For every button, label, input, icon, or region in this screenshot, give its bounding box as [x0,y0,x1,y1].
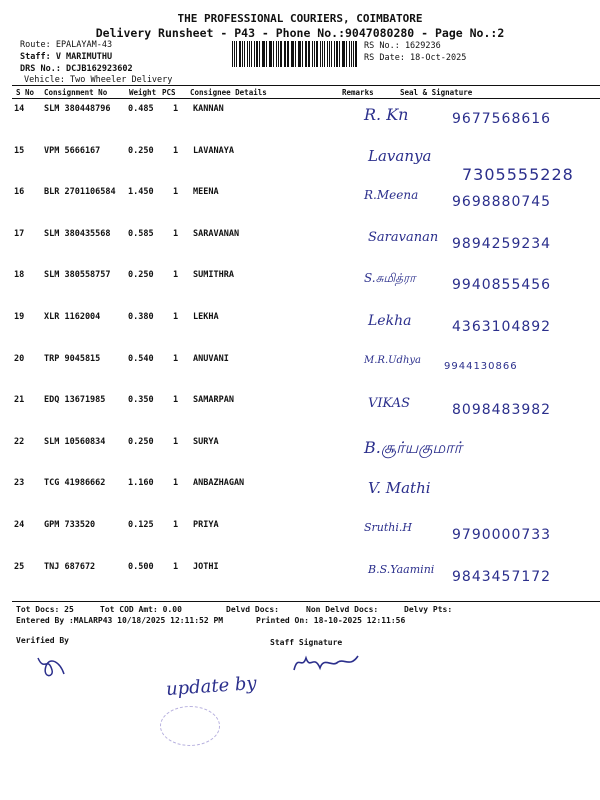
row-consignee: JOTHI [193,561,219,572]
row-pcs: 1 [173,561,179,572]
barcode-bar [263,41,264,67]
row-phone: 4363104892 [452,319,552,335]
row-sno: 20 [14,353,25,364]
barcode-bar [295,41,296,67]
row-pcs: 1 [173,312,179,322]
barcode-bar [327,41,328,67]
row-phone: 9698880745 [452,194,552,211]
row-pcs: 1 [173,353,179,364]
barcode-bar [302,41,303,67]
barcode-bar [262,41,263,67]
row-sno: 18 [14,270,25,281]
row-weight: 0.380 [128,312,154,322]
row-consignment-no: TCG 41986662 [44,478,106,489]
barcode-bar [346,41,347,67]
row-pcs: 1 [173,270,179,281]
barcode-bar [287,41,288,67]
barcode-bar [291,41,292,67]
row-sno: 14 [14,104,25,114]
row-signature: M.R.Udhya [364,354,422,366]
barcode-bar [353,41,354,67]
row-weight: 0.350 [128,395,154,406]
col-sno: S No [16,88,35,97]
col-consignment: Consignment No [44,88,108,97]
row-signature: V. Mathi [368,479,431,498]
barcode-bar [312,41,313,67]
table-row [14,184,600,226]
total-cod: Tot COD Amt: 0.00 [100,605,182,614]
row-consignment-no: TRP 9045815 [44,353,101,364]
table-row [14,143,600,185]
barcode-bar [278,41,279,67]
table-row [14,351,600,393]
barcode-bar [247,41,248,67]
barcode-bar [331,41,332,67]
barcode-bar [342,41,343,67]
barcode-bar [266,41,267,67]
row-signature: Lavanya [368,146,432,165]
row-phone: 9790000733 [452,527,552,543]
barcode-bar [244,41,245,67]
verified-by-label: Verified By [16,636,69,645]
row-weight: 0.485 [128,104,154,114]
vehicle-label: Vehicle: Two Wheeler Delivery [24,75,173,85]
row-weight: 0.125 [128,520,154,530]
row-phone: 8098483982 [452,402,552,419]
row-phone: 9677568616 [452,111,552,127]
barcode [232,41,358,67]
header-rule-bottom [12,98,600,99]
total-docs: Tot Docs: 25 [16,605,74,614]
row-weight: 0.500 [128,561,154,572]
barcode-bar [322,41,323,67]
rs-date: RS Date: 18-Oct-2025 [364,53,467,63]
row-sno: 17 [14,228,25,239]
row-weight: 1.450 [128,187,154,198]
row-sno: 16 [14,187,25,198]
barcode-bar [232,41,233,67]
header-rule-top [12,85,600,86]
barcode-bar [298,41,299,67]
barcode-bar [343,41,344,67]
barcode-bar [239,41,241,67]
row-consignment-no: SLM 10560834 [44,436,106,447]
barcode-bar [324,41,325,67]
barcode-bar [308,41,309,67]
row-pcs: 1 [173,145,179,156]
col-pcs: PCS [162,88,176,97]
barcode-bar [249,41,250,67]
handwritten-note: update by [165,672,258,701]
barcode-bar [355,41,356,67]
table-row [14,101,600,143]
table-row [14,267,600,309]
barcode-bar [234,41,235,67]
row-consignment-no: BLR 2701106584 [44,187,116,198]
table-row [14,475,600,517]
row-phone: 9944130866 [444,360,518,372]
row-pcs: 1 [173,395,179,406]
barcode-bar [269,41,270,67]
row-weight: 0.585 [128,228,154,239]
barcode-bar [251,41,252,67]
barcode-bar [284,41,285,67]
table-row [14,392,600,434]
row-phone: 9940855456 [452,277,552,294]
barcode-bar [299,41,301,67]
barcode-bar [280,41,282,67]
table-row [14,226,600,268]
non-delivered-docs: Non Delvd Docs: [306,605,379,614]
row-consignee: SURYA [193,436,219,447]
row-weight: 0.250 [128,145,154,156]
row-sno: 22 [14,436,25,447]
row-signature: B.சூர்யகுமார் [364,437,462,457]
row-consignment-no: VPM 5666167 [44,145,101,156]
barcode-bar [316,41,318,67]
row-pcs: 1 [173,228,179,239]
row-pcs: 1 [173,436,179,447]
staff-label: Staff: V MARIMUTHU [20,52,113,62]
row-consignment-no: GPM 733520 [44,520,96,530]
row-consignment-no: SLM 380435568 [44,228,111,239]
delivered-docs: Delvd Docs: [226,605,279,614]
row-signature: R.Meena [364,188,419,203]
row-consignment-no: XLR 1162004 [44,312,101,322]
row-consignment-no: EDQ 13671985 [44,395,106,406]
table-row [14,517,600,559]
route-label: Route: EPALAYAM-43 [20,40,113,50]
col-seal-signature: Seal & Signature [400,88,473,97]
row-signature: R. Kn [364,105,409,124]
barcode-bar [273,41,274,67]
row-consignee: ANBAZHAGAN [193,478,245,489]
row-weight: 1.160 [128,478,154,489]
row-pcs: 1 [173,104,179,114]
staff-signature-mark [292,648,362,674]
row-weight: 0.250 [128,270,154,281]
barcode-bar [349,41,350,67]
row-consignment-no: SLM 380558757 [44,270,111,281]
row-signature: Saravanan [368,229,439,245]
table-row [14,559,600,601]
row-consignee: SUMITHRA [193,270,234,281]
barcode-bar [334,41,335,67]
row-consignee: ANUVANI [193,353,229,364]
row-sno: 25 [14,561,25,572]
table-row [14,309,600,351]
col-consignee: Consignee Details [190,88,267,97]
entered-by: Entered By :MALARP43 10/18/2025 12:11:52 PM [16,616,224,625]
barcode-bar [276,41,277,67]
row-consignment-no: SLM 380448796 [44,104,111,114]
row-consignee: LEKHA [193,312,219,322]
row-pcs: 1 [173,187,179,198]
barcode-bar [305,41,306,67]
barcode-bar [351,41,352,67]
row-phone: 9894259234 [452,235,552,252]
col-remarks: Remarks [342,88,374,97]
col-weight: Weight [129,88,157,97]
row-sno: 21 [14,395,25,406]
row-signature: Sruthi.H [364,521,412,534]
row-consignment-no: TNJ 687672 [44,561,96,572]
barcode-bar [309,41,310,67]
barcode-bar [256,41,258,67]
row-phone: 9843457172 [452,568,552,585]
row-consignee: KANNAN [193,104,224,114]
row-sno: 23 [14,478,25,489]
staff-signature-label: Staff Signature [270,638,343,647]
rs-number: RS No.: 1629236 [364,41,441,51]
barcode-bar [320,41,321,67]
barcode-bar [254,41,255,67]
barcode-bar [336,41,338,67]
row-weight: 0.250 [128,436,154,447]
table-row [14,434,600,476]
row-consignee: SARAVANAN [193,228,240,239]
row-pcs: 1 [173,478,179,489]
row-sno: 24 [14,520,25,530]
barcode-bar [236,41,237,67]
runsheet-subtitle: Delivery Runsheet - P43 - Phone No.:9047080280 - Page No.:2 [95,26,505,40]
row-signature: Lekha [368,313,412,329]
company-title: THE PROFESSIONAL COURIERS, COIMBATORE [177,12,423,25]
row-consignee: SAMARPAN [193,395,234,406]
row-signature: S.சுமித்ரா [364,271,416,286]
row-consignee: LAVANAYA [193,145,234,156]
barcode-bar [292,41,293,67]
barcode-bar [339,41,340,67]
barcode-bar [285,41,286,67]
row-sno: 19 [14,312,25,322]
barcode-bar [270,41,271,67]
row-signature: VIKAS [368,396,411,412]
row-phone: 7305555228 [462,164,574,184]
drs-label: DRS No.: DCJB162923602 [20,64,133,74]
row-consignee: PRIYA [193,520,219,530]
barcode-bar [259,41,260,67]
barcode-bar [314,41,315,67]
delivery-points: Delvy Pts: [404,605,453,614]
row-signature: B.S.Yaamini [368,562,435,576]
barcode-bar [329,41,330,67]
row-pcs: 1 [173,520,179,530]
row-sno: 15 [14,145,25,156]
printed-on: Printed On: 18-10-2025 12:11:56 [256,616,406,625]
barcode-bar [242,41,243,67]
round-stamp [160,706,220,746]
row-weight: 0.540 [128,353,154,364]
verifier-signature-mark [34,652,70,682]
row-consignee: MEENA [193,187,219,198]
footer-rule [12,601,600,602]
